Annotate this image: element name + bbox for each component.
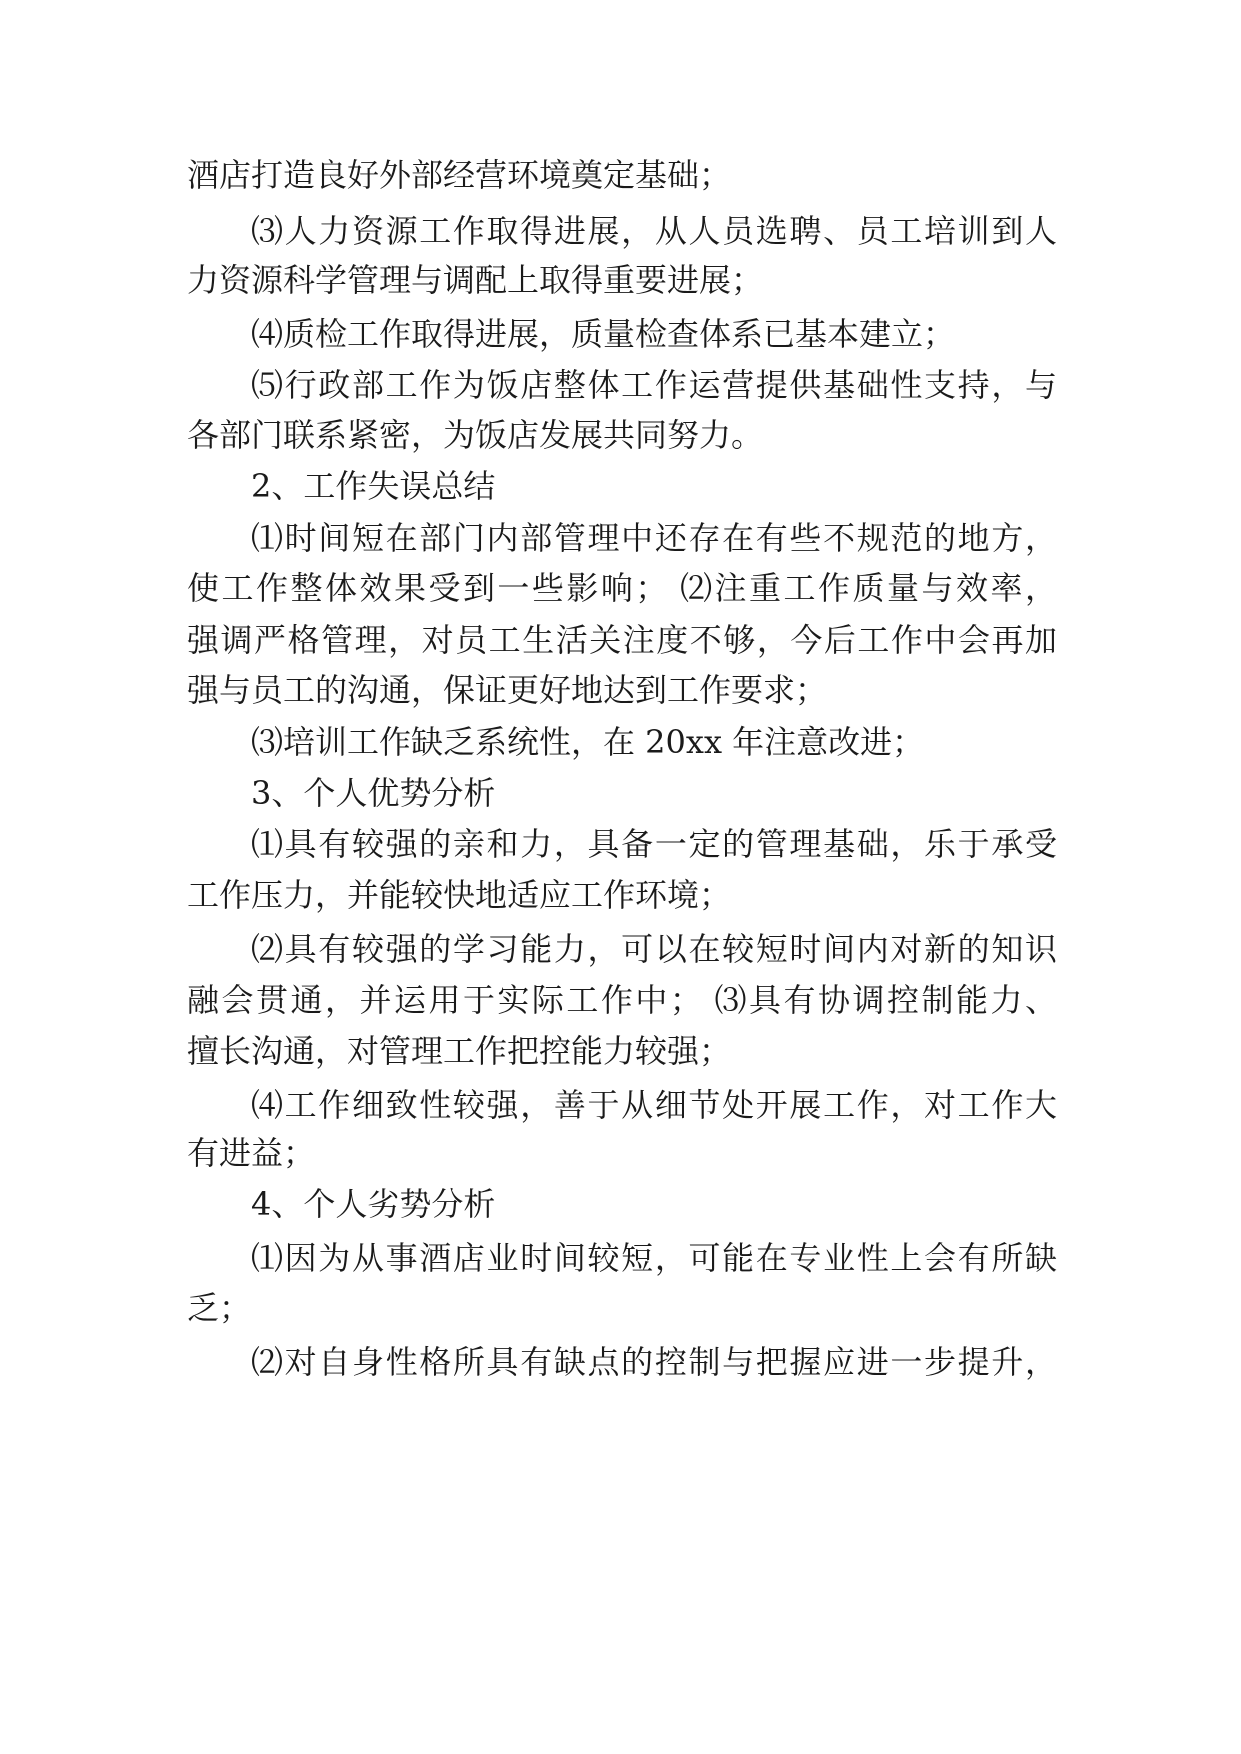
paragraph-line: ⑴因为从事酒店业时间较短，可能在专业性上会有所缺 bbox=[251, 1239, 1057, 1277]
paragraph-line: ⑴时间短在部门内部管理中还存在有些不规范的地方， bbox=[251, 519, 1057, 557]
paragraph-line: ⑴具有较强的亲和力，具备一定的管理基础，乐于承受 bbox=[251, 825, 1057, 863]
paragraph-line: 各部门联系紧密，为饭店发展共同努力。 bbox=[187, 416, 764, 454]
paragraph-line: 力资源科学管理与调配上取得重要进展； bbox=[187, 261, 764, 299]
paragraph-line: ⑵具有较强的学习能力，可以在较短时间内对新的知识 bbox=[251, 930, 1057, 968]
section-heading: 3、个人优势分析 bbox=[251, 774, 496, 812]
paragraph-line: 有进益； bbox=[187, 1134, 316, 1172]
paragraph-line: 工作压力，并能较快地适应工作环境； bbox=[187, 876, 732, 914]
paragraph-line: ⑸行政部工作为饭店整体工作运营提供基础性支持，与 bbox=[251, 366, 1057, 404]
paragraph-line: ⑷质检工作取得进展，质量检查体系已基本建立； bbox=[251, 315, 956, 353]
paragraph-line: 擅长沟通，对管理工作把控能力较强； bbox=[187, 1032, 732, 1070]
paragraph-line: ⑶培训工作缺乏系统性，在 20xx 年注意改进； bbox=[251, 723, 925, 761]
paragraph-line: ⑷工作细致性较强，善于从细节处开展工作，对工作大 bbox=[251, 1086, 1057, 1124]
paragraph-line: ⑵对自身性格所具有缺点的控制与把握应进一步提升， bbox=[251, 1343, 1057, 1381]
paragraph-line: 强与员工的沟通，保证更好地达到工作要求； bbox=[187, 671, 828, 709]
paragraph-line: 强调严格管理，对员工生活关注度不够，今后工作中会再加 bbox=[187, 621, 1057, 659]
paragraph-line: 使工作整体效果受到一些影响； ⑵注重工作质量与效率， bbox=[187, 569, 1057, 607]
paragraph-line: 酒店打造良好外部经营环境奠定基础； bbox=[187, 156, 732, 194]
section-heading: 4、个人劣势分析 bbox=[251, 1185, 496, 1223]
paragraph-line: ⑶人力资源工作取得进展，从人员选聘、员工培训到人 bbox=[251, 212, 1057, 250]
paragraph-line: 乏； bbox=[187, 1289, 252, 1327]
paragraph-line: 融会贯通，并运用于实际工作中； ⑶具有协调控制能力、 bbox=[187, 981, 1057, 1019]
section-heading: 2、工作失误总结 bbox=[251, 467, 496, 505]
